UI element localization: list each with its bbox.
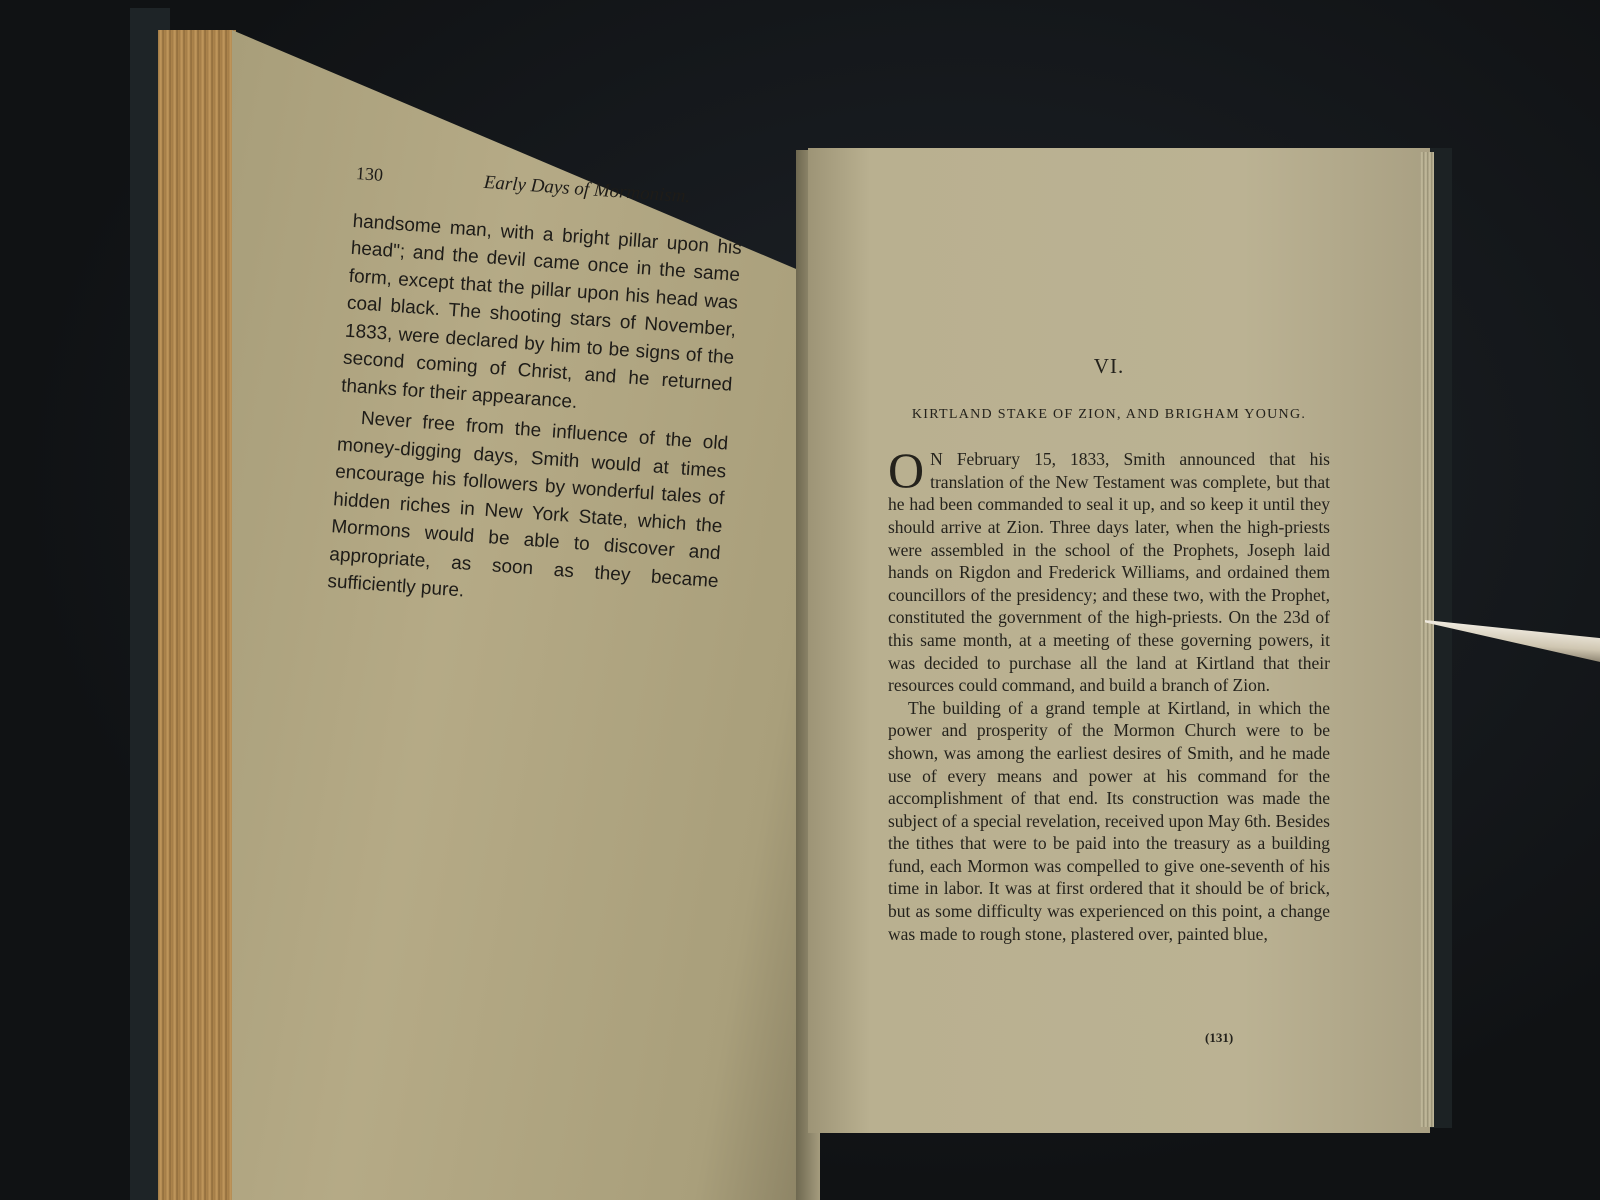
right-paragraph	[888, 442, 1330, 697]
chapter-title: KIRTLAND STAKE OF ZION, AND BRIGHAM YOUNG.	[911, 406, 1307, 422]
drop-cap: O	[888, 442, 925, 499]
right-page-text	[888, 355, 1330, 945]
right-page-edges	[1420, 152, 1434, 1127]
running-title: Early Days of Mormonism.	[483, 171, 691, 208]
left-paragraph: Never free from the influence of the old money-digging days, Smith would at times encourage his followers by wonderful tales of hidden riches in New York State, which the Mormons would be able to discover and appropriate, as soon as they became sufficiently pure.	[326, 407, 729, 602]
right-page-number: (131)	[1205, 1030, 1234, 1045]
left-page-number: 130	[355, 162, 384, 185]
chapter-number: VI.	[1093, 354, 1125, 378]
right-paragraph: The building of a grand temple at Kirtland, in which the power and prosperity of the Mormon Church were to be shown, was among the earliest desires of Smith, and he made use of every means and power at his command for the accomplishment of that end. Its construction was made the subject of a special revelation, received upon May 6th. Besides the tithes that were to be paid into the treasury as a building fund, each Mormon was compelled to give one-seventh of his time in labor. It was at first ordered that it should be of brick, but as some difficulty was experienced on this point, a change was made to rough stone, plastered over, painted blue,	[888, 697, 1330, 944]
left-paragraph: handsome man, with a bright pillar upon his head"; and the devil came once in the same form, except that the pillar upon his head was coal black. The shooting stars of November, 1833, were declared by him to be signs of the second coming of Christ, and he returned thanks for their appearance.	[340, 210, 743, 413]
left-page-text	[327, 160, 746, 623]
paragraph-text: N February 15, 1833, Smith announced that his translation of the New Testament was complete, but that he had been commanded to seal it up, and so keep it until they should arrive at Zion. Three days later, when the high-priests were assembled in the school of the Prophets, Joseph laid hands on Rigdon and Frederick Williams, and ordained them councillors of the presidency; and these two, with the Prophet, constituted the government of the high-priests. On the 23d of this same month, at a meeting of these governing powers, it was decided to purchase all the land at Kirtland that their resources could command, and build a branch of Zion.	[888, 449, 1330, 696]
gilt-page-edges	[158, 30, 236, 1200]
